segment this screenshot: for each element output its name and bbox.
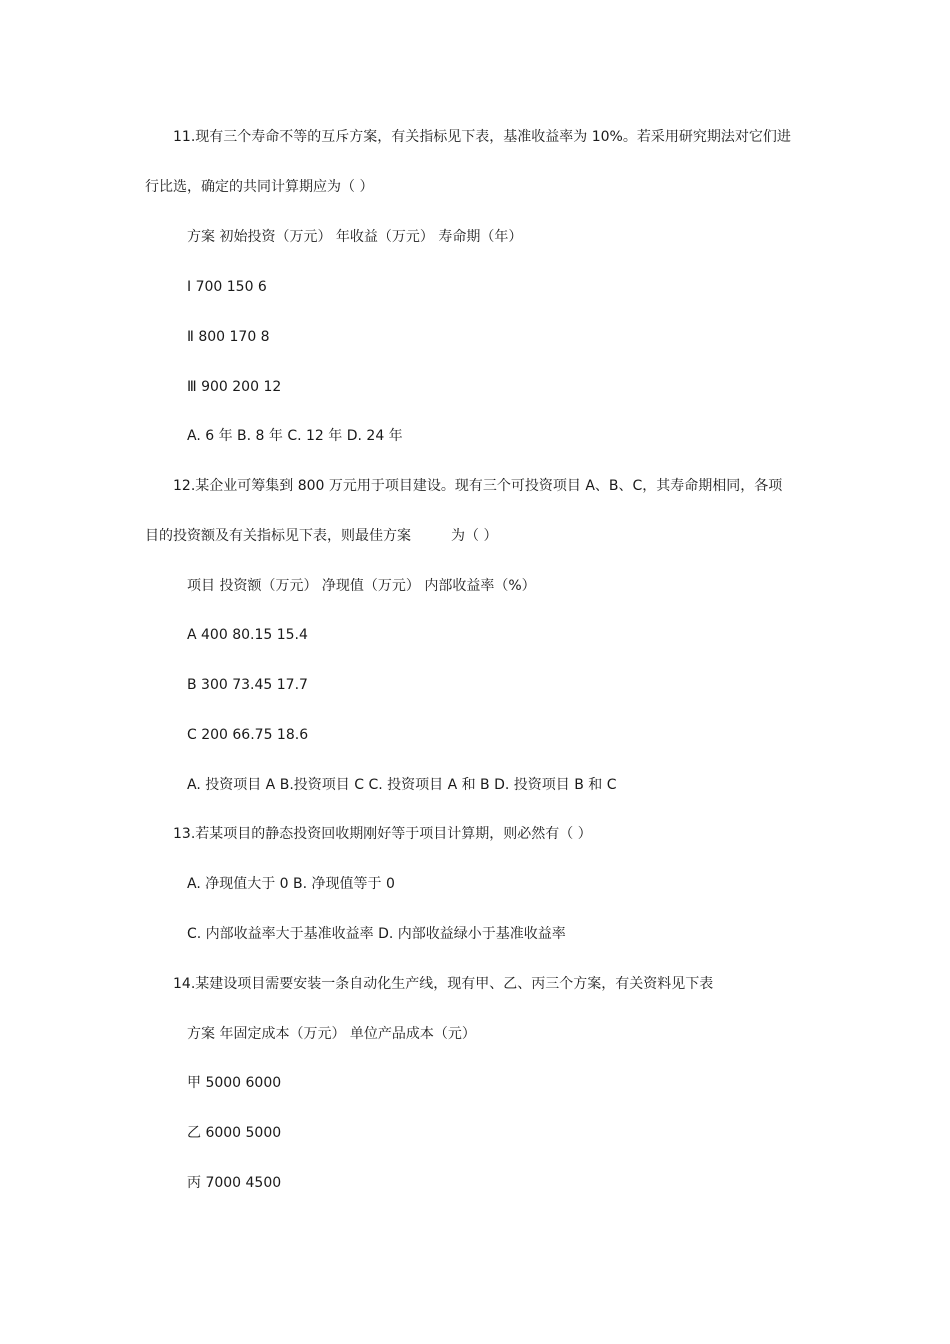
q12-table-row: C 200 66.75 18.6 xyxy=(187,727,309,743)
q11-stem-line1: 11.现有三个寿命不等的互斥方案，有关指标见下表，基准收益率为 10%。若采用研究期法对它们进 xyxy=(173,129,791,145)
q12-table-row: B 300 73.45 17.7 xyxy=(187,677,308,693)
q12-stem-line2-part1: 目的投资额及有关指标见下表，则最佳方案 xyxy=(145,528,411,544)
q11-table-row: Ⅰ 700 150 6 xyxy=(187,279,267,295)
q14-table-row: 丙 7000 4500 xyxy=(187,1175,282,1191)
q11-table-row: Ⅱ 800 170 8 xyxy=(187,329,270,345)
q13-stem: 13.若某项目的静态投资回收期刚好等于项目计算期，则必然有（ ） xyxy=(173,826,592,842)
q12-table-row: A 400 80.15 15.4 xyxy=(187,627,308,643)
q14-table-header: 方案 年固定成本（万元） 单位产品成本（元） xyxy=(187,1026,476,1042)
q12-stem-line2-part2: 为（ ） xyxy=(451,528,498,544)
q14-table-row: 甲 5000 6000 xyxy=(187,1075,282,1091)
q12-stem-line1: 12.某企业可筹集到 800 万元用于项目建设。现有三个可投资项目 A、B、C，其寿命期相同，各项 xyxy=(173,478,783,494)
q13-options-line1: A. 净现值大于 0 B. 净现值等于 0 xyxy=(187,876,395,892)
q11-stem-line2: 行比选，确定的共同计算期应为（ ） xyxy=(145,179,374,195)
q13-options-line2: C. 内部收益率大于基准收益率 D. 内部收益绿小于基准收益率 xyxy=(187,926,566,942)
q11-options: A. 6 年 B. 8 年 C. 12 年 D. 24 年 xyxy=(187,428,403,444)
q12-stem-line2 xyxy=(145,526,497,546)
q12-table-header: 项目 投资额（万元） 净现值（万元） 内部收益率（%） xyxy=(187,578,536,594)
q12-options: A. 投资项目 A B.投资项目 C C. 投资项目 A 和 B D. 投资项目 B 和 C xyxy=(187,777,617,793)
q14-table-row: 乙 6000 5000 xyxy=(187,1125,282,1141)
q14-stem: 14.某建设项目需要安装一条自动化生产线，现有甲、乙、丙三个方案，有关资料见下表 xyxy=(173,976,714,992)
q11-table-header: 方案 初始投资（万元） 年收益（万元） 寿命期（年） xyxy=(187,229,523,245)
q11-table-row: Ⅲ 900 200 12 xyxy=(187,379,282,395)
